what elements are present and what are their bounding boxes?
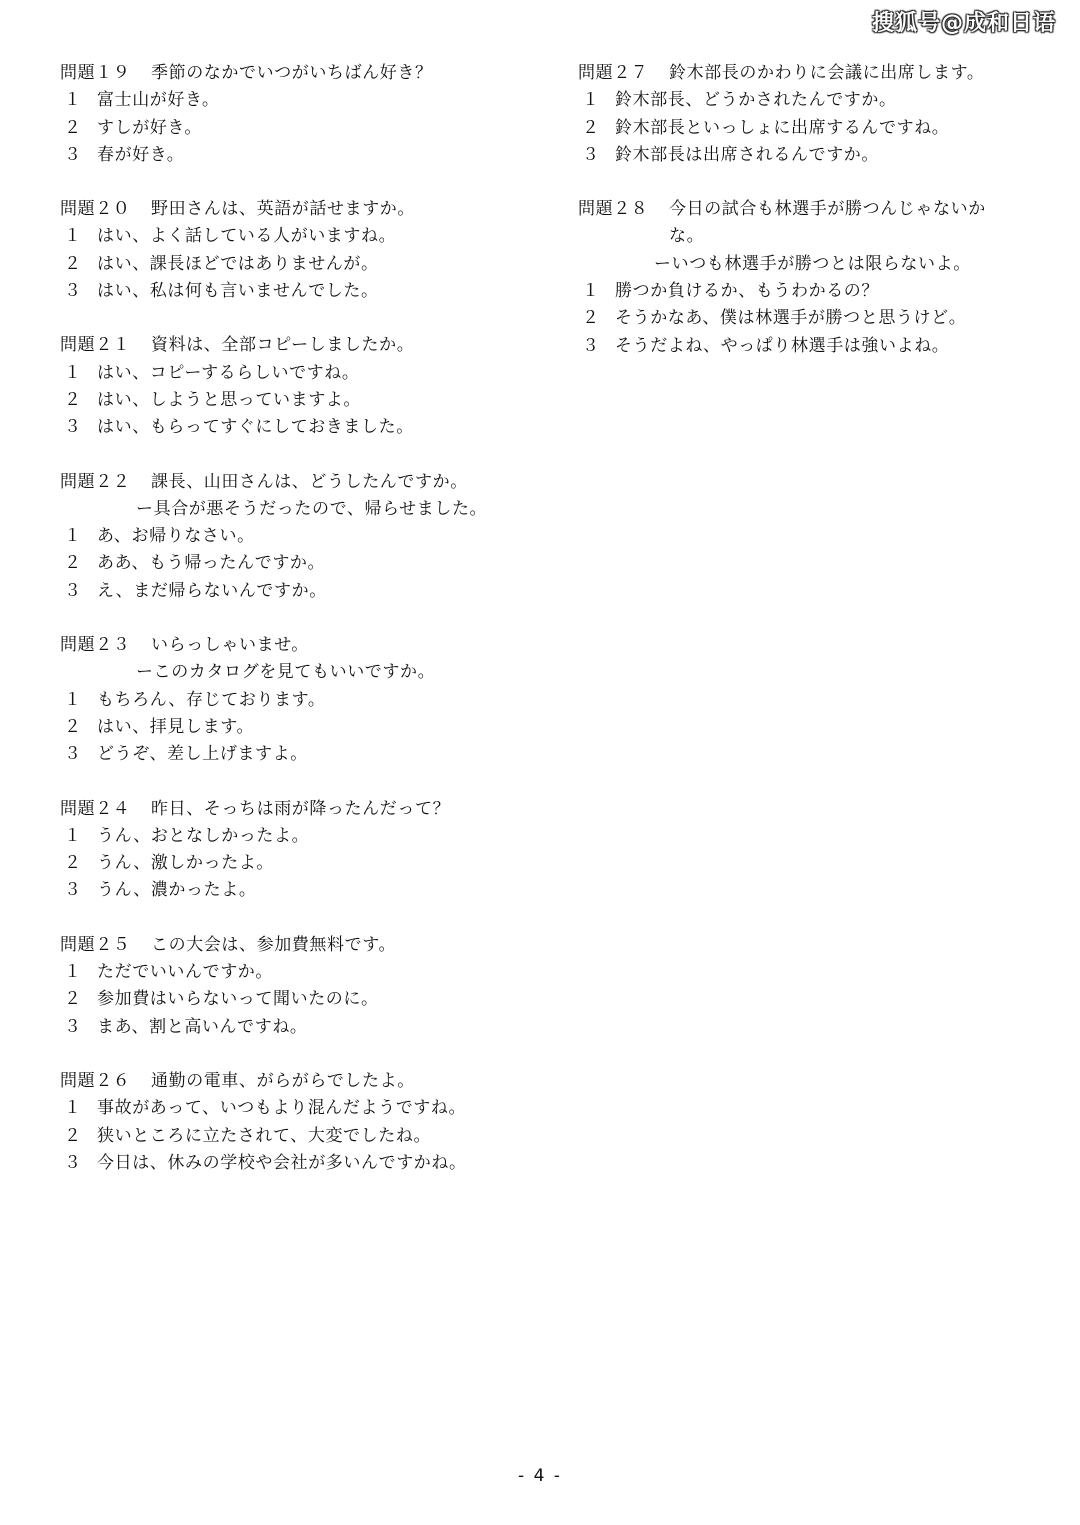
option-text: え、まだ帰らないんですか。 <box>97 580 327 601</box>
question-number: 問題２２ <box>60 471 131 492</box>
option-text: あ、お帰りなさい。 <box>97 526 255 547</box>
option-text: 狭いところに立たされて、大変でしたね。 <box>97 1125 432 1146</box>
question-heading <box>60 332 560 359</box>
option-text: うん、激しかったよ。 <box>97 853 275 874</box>
question-heading <box>60 196 560 223</box>
question-heading <box>60 469 560 496</box>
question-24 <box>60 796 560 905</box>
option-number: ３ <box>582 335 600 356</box>
answer-option <box>578 142 1048 169</box>
option-number: １ <box>64 1098 82 1119</box>
question-number: 問題２４ <box>60 798 131 819</box>
option-text: はい、もらってすぐにしておきました。 <box>97 417 414 438</box>
option-number: １ <box>64 689 82 710</box>
option-text: はい、拝見します。 <box>97 716 255 737</box>
option-number: ３ <box>64 744 82 765</box>
answer-option <box>60 877 560 904</box>
answer-option <box>60 360 560 387</box>
option-number: ２ <box>64 389 82 410</box>
option-number: ３ <box>64 417 82 438</box>
question-26 <box>60 1068 560 1177</box>
option-text: 鈴木部長といっしょに出席するんですね。 <box>615 117 950 138</box>
option-text: 富士山が好き。 <box>97 90 220 111</box>
answer-option <box>60 251 560 278</box>
question-number: 問題２５ <box>60 934 131 955</box>
option-number: ２ <box>64 553 82 574</box>
dialogue-reply: ーこのカタログを見てもいいですか。 <box>136 662 436 683</box>
dialogue-reply: ーいつも林選手が勝つとは限らないよ。 <box>654 253 971 274</box>
answer-option <box>60 523 560 550</box>
option-number: １ <box>64 90 82 111</box>
answer-option <box>60 387 560 414</box>
option-number: １ <box>64 362 82 383</box>
dialogue-reply: ー具合が悪そうだったので、帰らせました。 <box>136 498 488 519</box>
question-heading <box>60 60 560 87</box>
question-text: 昨日、そっちは雨が降ったんだって？ <box>151 798 451 819</box>
question-text: 課長、山田さんは、どうしたんですか。 <box>151 471 468 492</box>
answer-option <box>60 850 560 877</box>
answer-option <box>60 823 560 850</box>
question-text: 野田さんは、英語が話せますか。 <box>151 199 415 220</box>
option-text: もちろん、存じております。 <box>97 689 326 710</box>
answer-option <box>60 223 560 250</box>
question-number: 問題２０ <box>60 199 131 220</box>
option-number: ３ <box>582 144 600 165</box>
question-number: 問題２３ <box>60 635 131 656</box>
question-21 <box>60 332 560 441</box>
option-number: １ <box>64 226 82 247</box>
answer-option <box>578 305 1048 332</box>
question-heading <box>578 196 1048 223</box>
option-number: ２ <box>64 989 82 1010</box>
question-25 <box>60 932 560 1041</box>
question-number: 問題２６ <box>60 1070 131 1091</box>
question-20 <box>60 196 560 305</box>
option-text: 鈴木部長、どうかされたんですか。 <box>615 90 897 111</box>
option-text: ただでいいんですか。 <box>97 962 273 983</box>
option-number: １ <box>64 526 82 547</box>
question-23 <box>60 632 560 768</box>
question-text: 今日の試合も林選手が勝つんじゃないか <box>669 199 986 220</box>
option-number: ３ <box>64 880 82 901</box>
option-number: ３ <box>64 1016 82 1037</box>
option-number: １ <box>64 962 82 983</box>
option-text: 事故があって、いつもより混んだようですね。 <box>97 1098 467 1119</box>
option-number: ３ <box>64 281 82 302</box>
option-text: そうかなあ、僕は林選手が勝つと思うけど。 <box>615 308 967 329</box>
option-text: どうぞ、差し上げますよ。 <box>97 744 308 765</box>
option-text: はい、しようと思っていますよ。 <box>97 389 361 410</box>
answer-option <box>60 687 560 714</box>
answer-option <box>60 414 560 441</box>
question-text: いらっしゃいませ。 <box>151 635 309 656</box>
answer-option <box>578 278 1048 305</box>
question-number: 問題２７ <box>578 63 649 83</box>
question-text: 季節のなかでいつがいちばん好き？ <box>151 63 433 83</box>
option-number: ３ <box>64 580 82 601</box>
question-heading <box>60 1068 560 1095</box>
option-text: ああ、もう帰ったんですか。 <box>97 553 326 574</box>
option-number: ３ <box>64 1152 82 1173</box>
question-text: 通勤の電車、がらがらでしたよ。 <box>151 1070 415 1091</box>
question-28 <box>578 196 1048 360</box>
option-number: ２ <box>582 308 600 329</box>
question-heading <box>60 932 560 959</box>
option-text: 鈴木部長は出席されるんですか。 <box>615 144 879 165</box>
option-text: はい、よく話している人がいますね。 <box>97 226 397 247</box>
answer-option <box>578 87 1048 114</box>
question-number: 問題２８ <box>578 199 649 220</box>
option-number: ２ <box>64 1125 82 1146</box>
option-number: １ <box>582 90 600 111</box>
answer-option <box>60 1123 560 1150</box>
watermark: 搜狐号@成和日语 <box>871 11 1056 36</box>
option-number: １ <box>582 281 600 302</box>
question-number: 問題１９ <box>60 63 131 83</box>
option-text: まあ、割と高いんですね。 <box>97 1016 308 1037</box>
option-text: 春が好き。 <box>97 144 185 165</box>
option-number: ２ <box>64 253 82 274</box>
question-19 <box>60 60 560 169</box>
option-text: うん、濃かったよ。 <box>97 880 257 901</box>
option-text: 参加費はいらないって聞いたのに。 <box>97 989 379 1010</box>
question-text-continuation: な。 <box>669 226 705 247</box>
answer-option <box>60 578 560 605</box>
option-text: はい、課長ほどではありませんが。 <box>97 253 379 274</box>
option-text: はい、私は何も言いませんでした。 <box>97 281 379 302</box>
option-number: １ <box>64 825 82 846</box>
answer-option <box>60 87 560 114</box>
answer-option <box>60 142 560 169</box>
answer-option <box>60 278 560 305</box>
option-number: ２ <box>582 117 600 138</box>
question-22 <box>60 469 560 605</box>
option-text: 今日は、休みの学校や会社が多いんですかね。 <box>97 1152 467 1173</box>
answer-option <box>60 1095 560 1122</box>
option-number: ２ <box>64 853 82 874</box>
question-heading <box>578 60 1048 87</box>
question-number: 問題２１ <box>60 335 131 356</box>
answer-option <box>60 986 560 1013</box>
answer-option <box>60 550 560 577</box>
question-27 <box>578 60 1048 169</box>
question-text: この大会は、参加費無料です。 <box>151 934 397 955</box>
answer-option <box>578 333 1048 360</box>
answer-option <box>60 1014 560 1041</box>
question-heading <box>60 632 560 659</box>
option-text: すしが好き。 <box>97 117 202 138</box>
answer-option <box>60 714 560 741</box>
option-text: そうだよね、やっぱり林選手は強いよね。 <box>615 335 950 356</box>
answer-option <box>60 1150 560 1177</box>
option-number: ３ <box>64 144 82 165</box>
question-heading <box>60 796 560 823</box>
answer-option <box>60 741 560 768</box>
option-text: 勝つか負けるか、もうわかるの？ <box>615 281 879 302</box>
option-text: うん、おとなしかったよ。 <box>97 825 310 846</box>
right-column <box>578 60 1048 387</box>
answer-option <box>60 959 560 986</box>
question-text: 鈴木部長のかわりに会議に出席します。 <box>669 63 985 83</box>
option-number: ２ <box>64 716 82 737</box>
option-text: はい、コピーするらしいですね。 <box>97 362 360 383</box>
left-column <box>60 60 560 1204</box>
answer-option <box>60 115 560 142</box>
option-number: ２ <box>64 117 82 138</box>
answer-option <box>578 115 1048 142</box>
page-number: - 4 - <box>518 1466 562 1486</box>
question-text: 資料は、全部コピーしましたか。 <box>151 335 415 356</box>
